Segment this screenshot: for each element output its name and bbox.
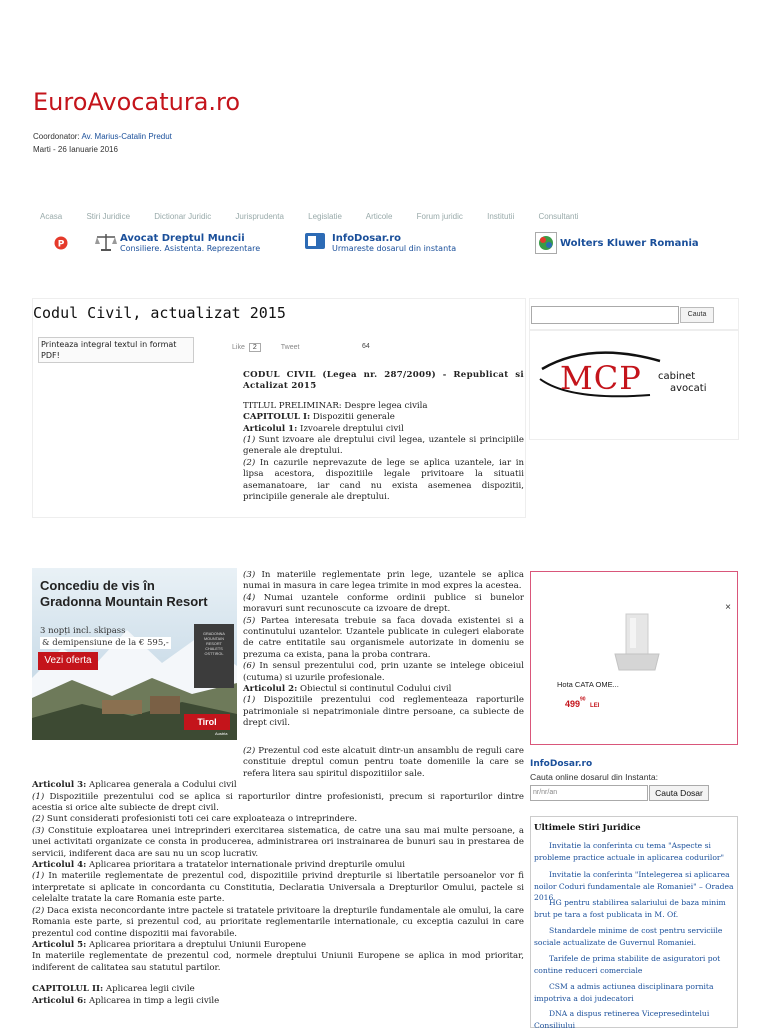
nav-item-dictionar[interactable]: Dictionar Juridic (154, 212, 212, 221)
mcp-line-1: cabinet (658, 371, 696, 382)
paragraph-text: Partea interesata trebuie sa faca dovada existentei si a continutului uzantelor. Uzantele publicate in culegeri elaborate de catre entitatile sau organismele autorizate in domeniu se prezuma ca exista, pana la proba contrara. (243, 615, 524, 660)
chapter-title: Dispozitii generale (310, 412, 395, 423)
news-link[interactable]: DNA a dispus retinerea Vicepresedintelui Consiliului (534, 1009, 710, 1030)
news-item[interactable] (534, 840, 734, 863)
ad-offer-2: & demipensiune de la € 595,- (42, 638, 169, 648)
paragraph-number: (1) (243, 435, 256, 446)
paragraph (243, 593, 524, 616)
news-item[interactable] (534, 981, 734, 1004)
nav-item-stiri[interactable]: Stiri Juridice (86, 212, 131, 221)
site-title[interactable]: EuroAvocatura.ro (33, 88, 241, 116)
paragraph-text: Prezentul cod este alcatuit dintr-un ansamblu de reguli care constituie dreptul comun pentru toate domeniile la care se refera litera sau spiritul dispozitiilor sale. (243, 746, 524, 779)
like-button[interactable]: Like (232, 344, 245, 351)
ad-price (565, 694, 599, 712)
article-text-top (243, 370, 524, 503)
partner-avocat-sub: Consiliere. Asistenta. Reprezentare (120, 244, 261, 253)
coordinator-line (33, 132, 172, 141)
ad-resort[interactable] (32, 568, 237, 740)
article-label: Articolul 2: (243, 684, 298, 695)
nav-item-forum[interactable]: Forum juridic (416, 212, 463, 221)
paragraph-text: Dispozitiile prezentului cod reglementeaza raporturile patrimoniale si nepatrimoniale dintre persoane, ca subiecte de drept civil. (243, 695, 524, 729)
partner-infodosar[interactable] (332, 233, 456, 253)
article-text-bottom (32, 746, 524, 1007)
paragraph (32, 906, 524, 940)
chapter-label: CAPITOLUL I: (243, 412, 311, 423)
nav-item-legislatie[interactable]: Legislatie (308, 212, 342, 221)
titlu-preliminar: TITLUL PRELIMINAR: Despre legea civila (243, 400, 428, 411)
article-title: Codul Civil, actualizat 2015 (33, 304, 286, 322)
paragraph-number: (2) (32, 905, 45, 916)
article-label: Articolul 3: (32, 780, 87, 791)
ad-product-name[interactable]: Hota CATA OME... (557, 680, 619, 689)
mcp-line-2: avocati (670, 383, 707, 394)
svg-text:P: P (57, 239, 65, 250)
paragraph (243, 458, 524, 504)
p-logo-icon[interactable] (54, 236, 68, 250)
ad-badge-line: RESORT (206, 642, 222, 646)
ad-product[interactable] (530, 571, 738, 745)
ad-price-currency: LEI (590, 703, 600, 709)
article-label: Articolul 4: (32, 860, 87, 871)
article-text-mid (243, 570, 524, 730)
news-item[interactable] (534, 1008, 734, 1031)
infodosar-widget-title[interactable]: InfoDosar.ro (530, 759, 593, 769)
paragraph-text: Constituie exploatarea unei intreprinderi exercitarea sistematica, de catre una sau mai multe persoane, a unei activitati organizate ce consta in producerea, administrarea ori instrainarea de bunuri sau in prestarea de servicii, indiferent daca are sau nu un scop lucrativ. (32, 825, 524, 859)
paragraph-number: (6) (243, 661, 256, 672)
article-subtitle: Obiectul si continutul Codului civil (297, 684, 452, 695)
dosar-search-button[interactable]: Cauta Dosar (649, 785, 709, 801)
paragraph (243, 746, 524, 780)
paragraph (243, 435, 524, 458)
news-link[interactable]: Tarifele de prima stabilite de asiguratori pot contine reduceri comerciale (534, 954, 721, 975)
share-count: 64 (362, 343, 370, 350)
paragraph-number: (1) (32, 791, 45, 802)
ad-offer-1: 3 nopți incl. skipass (40, 626, 126, 636)
infodosar-logo-icon[interactable] (304, 232, 326, 250)
ad-price-int: 499 (565, 699, 581, 709)
site-search-button[interactable]: Cauta (680, 307, 714, 323)
site-search-input[interactable] (531, 306, 679, 324)
ad-tirol-sub: Austria (215, 731, 228, 736)
current-date: Marti - 26 Ianuarie 2016 (33, 145, 118, 154)
ad-badge-line: CHALETS (205, 647, 223, 651)
paragraph-number: (5) (243, 615, 256, 626)
ad-resort-badge (194, 624, 234, 688)
news-item[interactable] (534, 925, 734, 948)
paragraph-text: In cazurile neprevazute de lege se aplica uzantele, iar in lipsa acestora, dispozitiile legale privitoare la situatii asemanatoare, iar cand nu exista asemenea dispozitii, principiile generale ale dreptului. (243, 457, 524, 503)
ad-badge-line: OSTTIROL (204, 652, 224, 656)
paragraph-number: (2) (243, 457, 256, 468)
nav-item-consultanti[interactable]: Consultanti (538, 212, 579, 221)
paragraph (32, 792, 524, 815)
article-label: Articolul 5: (32, 939, 87, 950)
ad-tirol-logo: Tirol (184, 714, 230, 730)
news-item[interactable] (534, 953, 734, 976)
like-count: 2 (249, 343, 261, 352)
tweet-button[interactable]: Tweet (280, 344, 300, 351)
main-nav (40, 212, 601, 221)
paragraph-number: (1) (32, 871, 45, 882)
dosar-number-input[interactable]: nr/nr/an (530, 785, 648, 801)
paragraph-text: Daca exista neconcordante intre pactele si tratatele privitoare la drepturile fundamentale ale omului, la care Romania este parte, si prezentul cod, au prioritate reglementarile internationale, cu exceptia cazului in care prezentul cod contine dispozitii mai favorabile. (32, 905, 524, 939)
news-link[interactable]: Standardele minime de cost pentru serviciile sociale actualizate de Guvernul Romaniei. (534, 926, 723, 947)
ad-cta-button[interactable]: Vezi oferta (38, 652, 98, 670)
partner-wolters-title[interactable]: Wolters Kluwer Romania (560, 238, 699, 249)
news-link[interactable]: Invitatie la conferinta cu tema "Aspecte si probleme practice actuale in aplicarea codurilor" (534, 841, 725, 862)
ad-headline-2: Gradonna Mountain Resort (40, 594, 208, 609)
paragraph-number: (2) (32, 814, 45, 825)
ad-badge-line: MOUNTAIN (204, 637, 224, 641)
nav-item-acasa[interactable]: Acasa (40, 212, 63, 221)
paragraph (243, 695, 524, 729)
mcp-ad[interactable] (529, 330, 739, 440)
news-title: Ultimele Stiri Juridice (534, 823, 641, 833)
wolters-logo-icon[interactable] (535, 232, 557, 254)
nav-item-articole[interactable]: Articole (365, 212, 393, 221)
paragraph-text: Sunt considerati profesionisti toti cei care exploateaza o intreprindere. (44, 814, 358, 825)
mcp-letters: MCP (560, 359, 642, 397)
nav-item-institutii[interactable]: Institutii (487, 212, 515, 221)
chapter-title: Aplicarea legii civile (103, 984, 195, 995)
paragraph-text: In materiile reglementate de prezentul cod, dispozitiile privind drepturile si libertatile persoanelor vor fi interpretate si aplicate in concordanta cu Constitutia, Declaratia Universala a Drepturilor Omului, pactele si celelalte tratate la care Romania este parte. (32, 871, 524, 905)
article-label: Articolul 6: (32, 995, 87, 1006)
paragraph-number: (2) (243, 746, 256, 756)
paragraph: In materiile reglementate de prezentul cod, normele dreptului Uniunii Europene se aplica in mod prioritar, indiferent de calitatea sau statutul partilor. (32, 951, 524, 973)
paragraph-text: Numai uzantele conforme ordinii publice si bunelor moravuri sunt recunoscute ca izvoare de drept. (243, 592, 524, 615)
hood-product-image (611, 610, 661, 674)
article-subtitle: Aplicarea in timp a legii civile (86, 995, 220, 1006)
news-item[interactable] (534, 897, 734, 920)
ad-price-dec: 90 (580, 696, 586, 703)
paragraph-text: Sunt izvoare ale dreptului civil legea, uzantele si principiile generale ale dreptului. (243, 435, 524, 457)
news-link[interactable]: HG pentru stabilirea salariului de baza minim brut pe tara a fost publicata in M. Of. (534, 898, 726, 919)
article-label: Articolul 1: (243, 423, 298, 434)
paragraph-text: In materiile reglementate prin lege, uzantele se aplica numai in masura in care legea trimite in mod expres la acestea. (243, 570, 524, 592)
paragraph-number: (3) (243, 570, 256, 580)
print-pdf-button[interactable]: Printeaza integral textul in format PDF! (38, 337, 194, 363)
article-subtitle: Izvoarele dreptului civil (297, 423, 404, 434)
social-row (232, 343, 299, 352)
article-heading: CODUL CIVIL (Legea nr. 287/2009) - Republicat si Actalizat 2015 (243, 370, 524, 392)
coordinator-label: Coordonator: (33, 132, 82, 141)
article-subtitle: Aplicarea prioritara a tratatelor internationale privind drepturile omului (86, 860, 406, 871)
news-link[interactable]: Invitatie la conferinta "Intelegerea si aplicarea noilor Coduri fundamentale ale Romaniei" – Oradea 2016 (534, 870, 734, 902)
partner-wolters[interactable] (560, 238, 699, 249)
article-subtitle: Aplicarea prioritara a dreptului Uniunii Europene (86, 939, 307, 950)
ad-headline-1: Concediu de vis în (40, 578, 155, 593)
paragraph (243, 616, 524, 662)
paragraph-text: Dispozitiile prezentului cod se aplica si raporturilor dintre profesionisti, precum si raporturilor dintre acestia si orice alte subiecte de drept civil. (32, 791, 524, 814)
coordinator-link[interactable]: Av. Marius-Catalin Predut (81, 132, 172, 141)
ad-badge-line: GRADONNA (203, 632, 225, 636)
paragraph (243, 661, 524, 684)
partner-avocat[interactable] (120, 233, 260, 253)
nav-item-jurisprudenta[interactable]: Jurisprudenta (235, 212, 284, 221)
paragraph (243, 570, 524, 593)
paragraph (32, 814, 524, 825)
infodosar-widget-sub: Cauta online dosarul din Instanta: (530, 772, 659, 782)
paragraph-text: In sensul prezentului cod, prin uzante se intelege obiceiul (cutuma) si uzurile profesionale. (243, 661, 524, 683)
scales-icon[interactable] (94, 232, 118, 252)
paragraph (32, 826, 524, 860)
ad-close-icon[interactable]: × (725, 602, 731, 613)
partner-infodosar-title[interactable]: InfoDosar.ro (332, 233, 402, 244)
article-subtitle: Aplicarea generala a Codului civil (86, 780, 237, 791)
partner-avocat-title[interactable]: Avocat Dreptul Muncii (120, 233, 245, 244)
paragraph-number: (3) (32, 825, 45, 836)
paragraph-number: (1) (243, 695, 256, 706)
paragraph-number: (4) (243, 592, 256, 603)
news-link[interactable]: CSM a admis actiunea disciplinara pornita impotriva a doi judecatori (534, 982, 714, 1003)
mcp-tagline (658, 371, 707, 395)
partner-infodosar-sub: Urmareste dosarul din instanta (332, 244, 457, 253)
paragraph (32, 871, 524, 905)
chapter-label: CAPITOLUL II: (32, 984, 104, 995)
